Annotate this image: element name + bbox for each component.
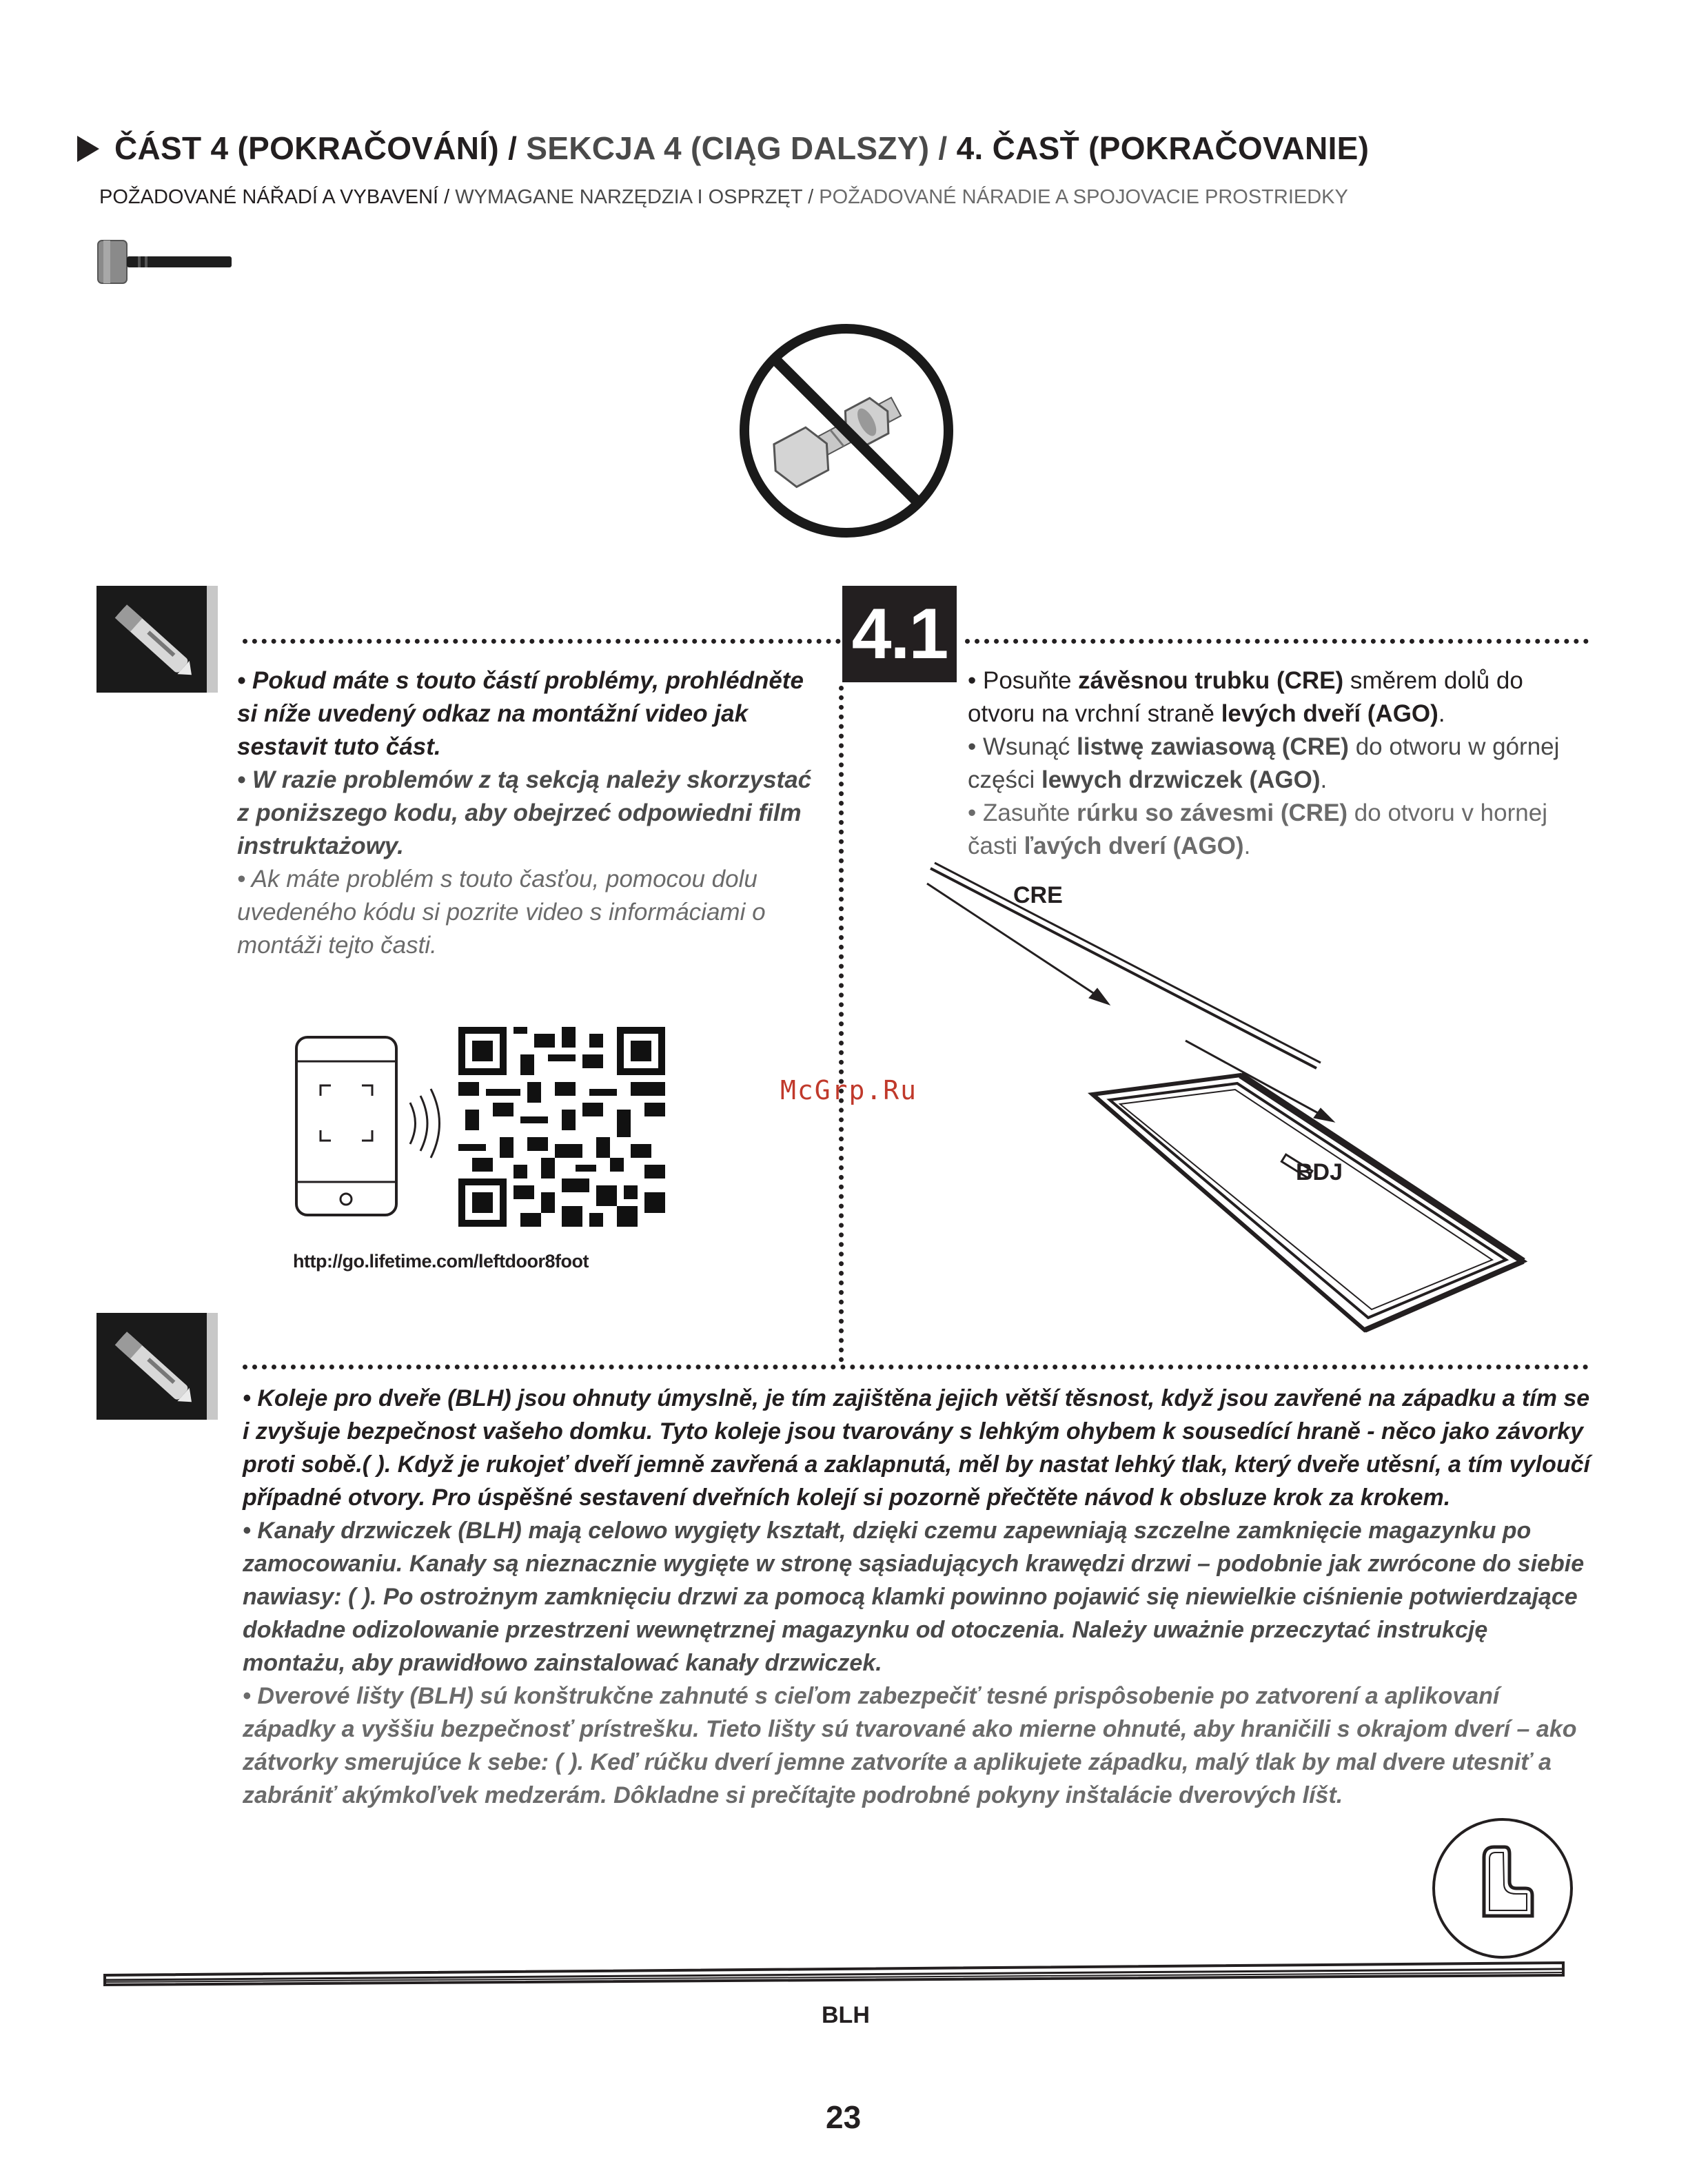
- step-instructions: [968, 664, 1588, 863]
- tools-pl: WYMAGANE NARZĘDZIA I OSPRZĘT /: [455, 186, 820, 208]
- video-note-pl: • W razie problemów z tą sekcją należy skorzystać z poniższego kodu, aby obejrzeć odpowiedni film instruktażowy.: [237, 766, 812, 859]
- video-note-sk: • Ak máte problém s touto časťou, pomocou dolu uvedeného kódu si pozrite video s informáciami o montáži tejto časti.: [237, 866, 766, 959]
- tools-cz: POŽADOVANÉ NÁŘADÍ A VYBAVENÍ /: [99, 186, 456, 208]
- label-blh: BLH: [822, 2002, 870, 2028]
- step-text-sk: • Zasuňte rúrku so závesmi (CRE) do otvoru v hornej časti ľavých dverí (AGO).: [968, 799, 1547, 859]
- smartphone-scan-icon: [293, 1034, 458, 1220]
- section-title: [77, 130, 1369, 167]
- pen-icon: [96, 1313, 218, 1420]
- pen-icon: [96, 586, 218, 693]
- door-assembly-illustration: [924, 855, 1558, 1351]
- track-note-cz: • Koleje pro dveře (BLH) jsou ohnuty úmyslně, je tím zajištěna jejich větší těsnost, když jsou zavřené na západku a tím se i zvyšuje bezpečnost vašeho domku. Tyto koleje jsou tvarovány s lehkým ohybem k sousedící hraně - něco jako závorky proti sobě.( ). Když je rukojeť dveří jemně zavřená a zaklapnutá, měl by nastat lehký tlak, který dveře utěsní, a tím vyloučí případné otvory. Pro úspěšné sestavení dveřních kolejí si pozorně přečtěte návod k obsluze krok za krokem.: [243, 1385, 1590, 1511]
- step-number-badge: 4.1: [842, 586, 957, 682]
- title-cz: ČÁST 4 (POKRAČOVÁNÍ) /: [114, 130, 527, 166]
- page-number: 23: [826, 2099, 862, 2135]
- track-note-pl: • Kanały drzwiczek (BLH) mają celowo wygięty kształt, dzięki czemu zapewniają szczelne zamknięcie magazynku po zamocowaniu. Kanały są nieznacznie wygięte w stronę sąsiadujących krawędzi drzwi – podobnie jak zwrócone do siebie nawiasy: ( ). Po ostrożnym zamknięciu drzwi za pomocą klamki powinno pojawić się niewielkie ciśnienie potwierdzające dokładne odizolowanie przestrzeni wewnętrznej magazynku od otoczenia. Należy uważnie przeczytać instrukcję montażu, aby prawidłowo zainstalować kanały drzwiczek.: [243, 1518, 1585, 1676]
- no-nuts-bolts-icon: [736, 320, 957, 541]
- video-url-link[interactable]: http://go.lifetime.com/leftdoor8foot: [293, 1251, 589, 1272]
- blh-track-rail: [96, 1957, 1572, 1992]
- rubber-mallet-icon: [96, 238, 234, 286]
- tools-heading: [99, 186, 1348, 209]
- dotted-column-divider: [839, 686, 844, 1363]
- dotted-divider: [965, 639, 1589, 644]
- track-profile-detail: [1430, 1816, 1575, 1961]
- triangle-bullet-icon: [77, 136, 99, 162]
- video-help-note: [237, 664, 823, 962]
- dotted-divider: [243, 1365, 1589, 1369]
- watermark: McGrp.Ru: [780, 1075, 918, 1105]
- step-text-pl: • Wsunąć listwę zawiasową (CRE) do otworu w górnej części lewych drzwiczek (AGO).: [968, 733, 1560, 793]
- label-cre: CRE: [1013, 882, 1063, 908]
- video-note-cz: • Pokud máte s touto částí problémy, prohlédněte si níže uvedený odkaz na montážní video jak sestavit tuto část.: [237, 667, 804, 760]
- title-pl: SEKCJA 4 (CIĄG DALSZY) /: [526, 130, 957, 166]
- tools-sk: POŽADOVANÉ NÁRADIE A SPOJOVACIE PROSTRIEDKY: [819, 186, 1348, 208]
- title-sk: 4. ČASŤ (POKRAČOVANIE): [956, 130, 1370, 166]
- track-note-sk: • Dverové lišty (BLH) sú konštrukčne zahnuté s cieľom zabezpečiť tesné prispôsobenie po zatvorení a aplikovaní západky a vyššiu bezpečnosť prístrešku. Tieto lišty sú tvarované ako mierne ohnuté, aby hraničili s okrajom dverí – ako zátvorky smerujúce k sebe: ( ). Keď rúčku dverí jemne zatvoríte a aplikujete západku, malý tlak by mal dvere utesniť a zabrániť akýmkoľvek medzerám. Dôkladne si prečítajte podrobné pokyny inštalácie dverových líšt.: [243, 1683, 1577, 1808]
- step-text-cz: • Posuňte závěsnou trubku (CRE) směrem dolů do otvoru na vrchní straně levých dveří (AGO).: [968, 667, 1523, 727]
- label-bdj: BDJ: [1296, 1159, 1343, 1185]
- door-track-note: [243, 1382, 1590, 1812]
- qr-code: [458, 1027, 665, 1227]
- dotted-divider: [243, 639, 841, 644]
